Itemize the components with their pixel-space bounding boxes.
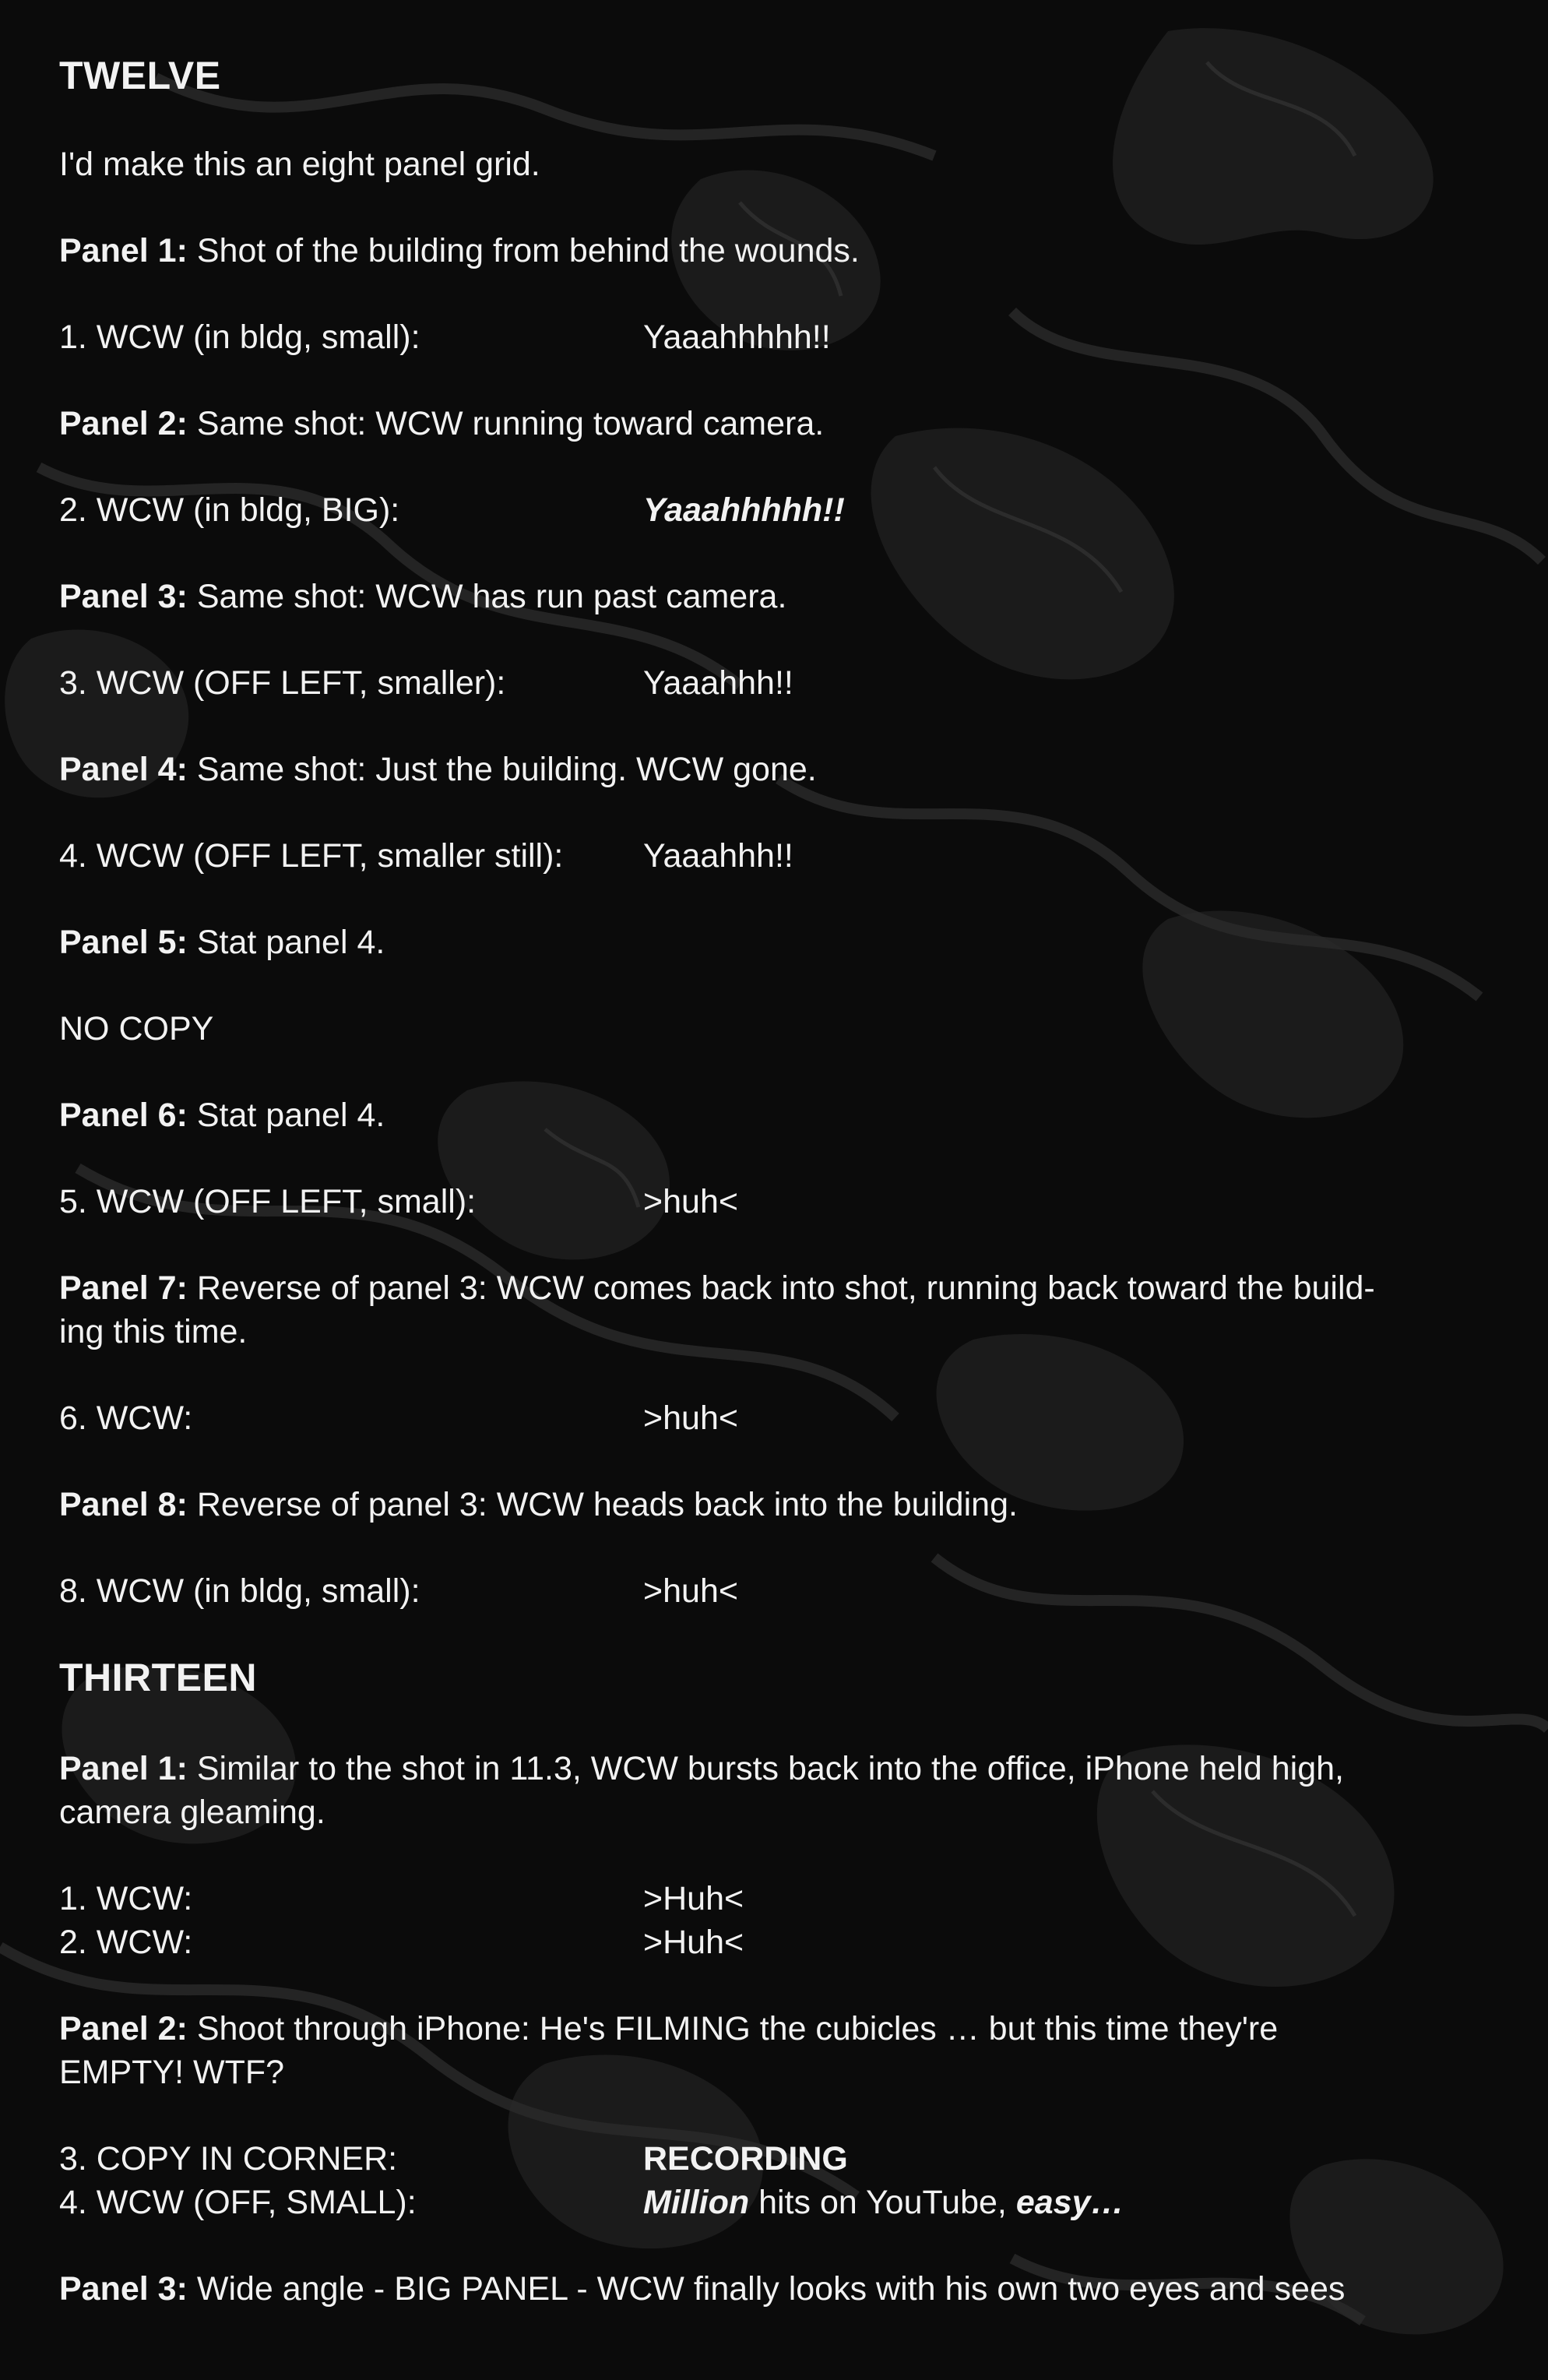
panel-label: Panel 3: [59, 2270, 188, 2308]
dialogue: >Huh< [643, 1880, 744, 1917]
panel-desc: Shoot through iPhone: He's FILMING the cubicles … but this time they're [196, 2010, 1279, 2047]
dialogue: >Huh< [643, 1924, 744, 1961]
panel-desc: Same shot: Just the building. WCW gone. [196, 751, 817, 788]
panel-label: Panel 6: [59, 1097, 188, 1134]
dialogue-line-4 [59, 834, 1492, 878]
scene-heading-twelve: TWELVE [59, 54, 221, 97]
scene-intro: I'd make this an eight panel grid. [59, 146, 540, 183]
speaker: 3. WCW (OFF LEFT, smaller): [59, 664, 506, 702]
dialogue-text: hits on YouTube, [749, 2184, 1016, 2221]
speaker: 5. WCW (OFF LEFT, small): [59, 1183, 477, 1220]
no-copy-note: NO COPY [59, 1010, 214, 1047]
panel-desc: Wide angle - BIG PANEL - WCW finally looks with his own two eyes and sees [196, 2270, 1346, 2308]
dialogue-line-4 [59, 2181, 1492, 2224]
panel-8-description [59, 1483, 1492, 1526]
panel-2-description [59, 2007, 1492, 2051]
dialogue: Yaaahhhhh!! [643, 319, 831, 356]
panel-2-description-cont: EMPTY! WTF? [59, 2054, 285, 2091]
dialogue: Yaaahhhhh!! [643, 491, 845, 529]
dialogue: >huh< [643, 1399, 738, 1437]
panel-label: Panel 7: [59, 1269, 188, 1307]
panel-desc: Reverse of panel 3: WCW heads back into the building. [196, 1486, 1018, 1523]
panel-desc: Same shot: WCW running toward camera. [196, 405, 825, 442]
dialogue: >huh< [643, 1183, 738, 1220]
speaker: 2. WCW: [59, 1924, 193, 1961]
panel-label: Panel 8: [59, 1486, 188, 1523]
panel-desc: Stat panel 4. [196, 1097, 385, 1134]
panel-6-description [59, 1093, 1492, 1137]
dialogue: >huh< [643, 1572, 738, 1610]
panel-1-description-cont: camera gleaming. [59, 1794, 325, 1831]
panel-desc: Reverse of panel 3: WCW comes back into shot, running back toward the build- [196, 1269, 1375, 1307]
panel-desc: Same shot: WCW has run past camera. [196, 578, 787, 615]
panel-7-description [59, 1266, 1492, 1310]
speaker: 1. WCW (in bldg, small): [59, 319, 420, 356]
panel-5-description [59, 921, 1492, 964]
dialogue-line-3 [59, 661, 1492, 705]
panel-label: Panel 3: [59, 578, 188, 615]
speaker: 4. WCW (OFF LEFT, smaller still): [59, 837, 564, 875]
panel-desc: Stat panel 4. [196, 924, 385, 961]
dialogue [643, 2181, 1124, 2224]
panel-label: Panel 1: [59, 232, 188, 269]
dialogue-emphasis: easy… [1015, 2184, 1124, 2221]
dialogue-line-5 [59, 1180, 1492, 1223]
dialogue-emphasis: Million [643, 2184, 750, 2221]
speaker: 8. WCW (in bldg, small): [59, 1572, 420, 1610]
panel-label: Panel 5: [59, 924, 188, 961]
panel-7-description-cont: ing this time. [59, 1313, 248, 1350]
dialogue-line-8 [59, 1569, 1492, 1613]
panel-2-description [59, 402, 1492, 445]
panel-label: Panel 2: [59, 405, 188, 442]
dialogue-line-1 [59, 315, 1492, 359]
dialogue-line-6 [59, 1396, 1492, 1440]
speaker: 1. WCW: [59, 1880, 193, 1917]
speaker: 4. WCW (OFF, SMALL): [59, 2184, 417, 2221]
panel-3-description [59, 2267, 1492, 2311]
dialogue-line-1 [59, 1877, 1492, 1921]
panel-1-description [59, 229, 1492, 273]
scene-heading-thirteen: THIRTEEN [59, 1656, 257, 1699]
dialogue-line-3 [59, 2137, 1492, 2181]
speaker: 6. WCW: [59, 1399, 193, 1437]
dialogue-line-2 [59, 488, 1492, 532]
panel-label: Panel 2: [59, 2010, 188, 2047]
panel-4-description [59, 748, 1492, 791]
speaker: 2. WCW (in bldg, BIG): [59, 491, 400, 529]
panel-desc: Shot of the building from behind the wounds. [196, 232, 860, 269]
dialogue: Yaaahhh!! [643, 664, 793, 702]
dialogue-line-2 [59, 1921, 1492, 1964]
panel-label: Panel 1: [59, 1750, 188, 1787]
panel-label: Panel 4: [59, 751, 188, 788]
panel-desc: Similar to the shot in 11.3, WCW bursts back into the office, iPhone held high, [196, 1750, 1344, 1787]
panel-1-description [59, 1747, 1492, 1790]
dialogue: RECORDING [643, 2140, 848, 2178]
speaker: 3. COPY IN CORNER: [59, 2140, 398, 2178]
dialogue: Yaaahhh!! [643, 837, 793, 875]
panel-3-description [59, 575, 1492, 618]
